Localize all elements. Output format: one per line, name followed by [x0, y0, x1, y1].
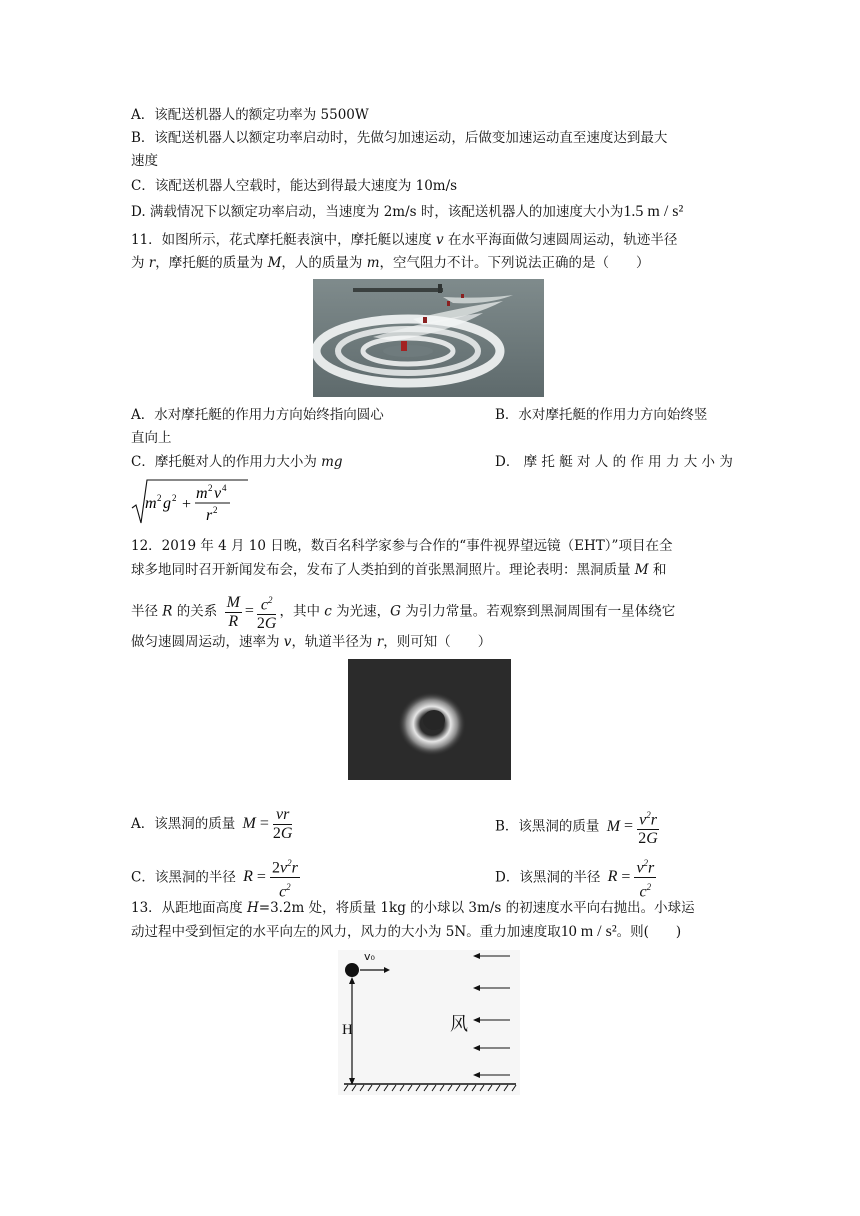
svg-text:2: 2 — [208, 483, 213, 493]
v0-label: v₀ — [364, 950, 375, 963]
q10-option-d-value: 1.5 m / s² — [623, 203, 684, 220]
q10-option-c: C．该配送机器人空载时，能达到得最大速度为 10m/s — [131, 178, 458, 194]
q10-option-b-line2: 速度 — [131, 153, 158, 169]
svg-text:2: 2 — [157, 493, 162, 503]
q11-option-c: C．摩托艇对人的作用力大小为 mg — [131, 454, 343, 470]
q12-stem-line2: 球多地同时召开新闻发布会，发布了人类拍到的首张黑洞照片。理论表明：黑洞质量 M 和 — [131, 562, 667, 578]
wind-diagram — [338, 950, 520, 1095]
q11-stem-line1: 11．如图所示，花式摩托艇表演中，摩托艇以速度 v 在水平海面做匀速圆周运动，轨迹半径 — [131, 232, 678, 248]
wind-label: 风 — [450, 1014, 468, 1035]
q11-option-a: A．水对摩托艇的作用力方向始终指向圆心 — [131, 407, 384, 423]
q12-option-b: B．该黑洞的质量 M = $\frac{v^2r}{2G}$ — [495, 806, 659, 848]
q10-option-d: D. 满载情况下以额定功率启动，当速度为 2m/s 时，该配送机器人的加速度大小为1.5 m / s² — [131, 203, 684, 220]
q12-stem-line3: 半径 R 的关系 $\frac{M}{R}$ = $\frac{c^2}{2G}$ ，其中 c 为光速，G 为引力常量。若观察到黑洞周围有一星体绕它 — [131, 591, 675, 633]
q10-option-b-line1: B．该配送机器人以额定功率启动时，先做匀加速运动，后做变加速运动直至速度达到最大 — [131, 130, 668, 146]
q11-option-b: B．水对摩托艇的作用力方向始终竖 — [495, 407, 708, 423]
height-label: H — [342, 1022, 353, 1038]
q12-stem-line4: 做匀速圆周运动，速率为 v，轨道半径为 r，则可知（ ） — [131, 634, 492, 650]
svg-text:4: 4 — [222, 483, 227, 493]
svg-text:m: m — [145, 495, 157, 512]
q11-stem-line2: 为 r，摩托艇的质量为 M，人的质量为 m，空气阻力不计。下列说法正确的是（ ） — [131, 255, 650, 271]
svg-text:m: m — [196, 485, 208, 502]
q11-option-d-formula — [130, 478, 250, 526]
q12-option-d: D．该黑洞的半径 R = $\frac{v^2r}{c^2}$ — [495, 854, 656, 902]
q11-option-d: D． 摩 托 艇 对 人 的 作 用 力 大 小 为 — [495, 454, 733, 470]
q12-option-c: C．该黑洞的半径 R = $\frac{2v^2r}{c^2}$ — [131, 854, 300, 902]
svg-text:g: g — [163, 495, 171, 512]
q12-option-a: A．该黑洞的质量 M = $\frac{vr}{2G}$ — [131, 806, 293, 842]
q10-option-a: A．该配送机器人的额定功率为 5500W — [131, 107, 369, 123]
svg-text:+: + — [182, 496, 192, 513]
q13-stem-line2: 动过程中受到恒定的水平向左的风力，风力的大小为 5N。重力加速度取10 m / s²。则( ) — [131, 923, 682, 940]
svg-text:r: r — [206, 507, 213, 524]
jetski-photo — [313, 279, 544, 397]
black-hole-photo — [348, 659, 511, 780]
svg-text:2: 2 — [172, 493, 177, 503]
svg-text:2: 2 — [213, 505, 218, 515]
q11-option-b-cont: 直向上 — [131, 430, 172, 446]
q12-stem-line1: 12．2019 年 4 月 10 日晚，数百名科学家参与合作的“事件视界望远镜（EHT）”项目在全 — [131, 538, 673, 554]
q13-stem-line1: 13．从距地面高度 H=3.2m 处，将质量 1kg 的小球以 3m/s 的初速度水平向右抛出。小球运 — [131, 900, 695, 916]
svg-text:v: v — [214, 485, 222, 502]
